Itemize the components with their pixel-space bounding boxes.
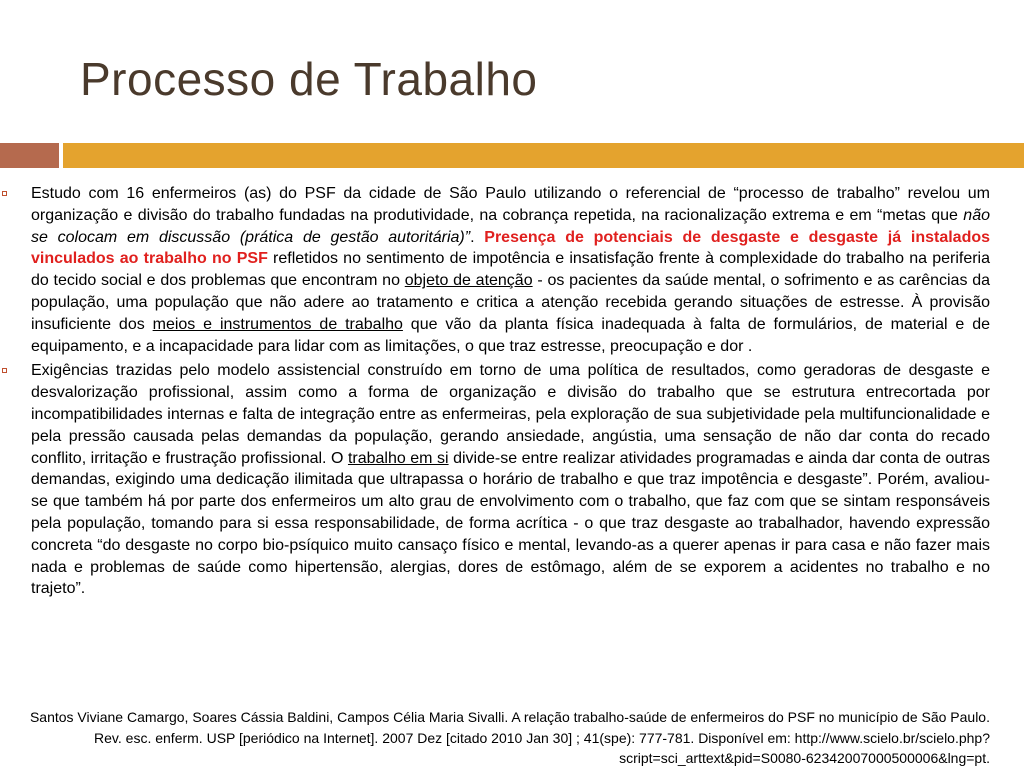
bullet-text: . <box>470 228 485 246</box>
underlined-text-trabalho: trabalho em si <box>347 449 449 467</box>
bullet-text: refletidos no sentimento de impotência e insatisfação frente à complexidade do trabalho na periferia do tecido social e dos problemas que encontram no <box>31 250 990 290</box>
accent-bar-right <box>63 143 1024 168</box>
bullet-text: que vão da planta física inadequada à falta de formulários, de material e de equipamento, e a incapacidade para lidar com as limitações, o que traz estresse, preocupação e dor . <box>31 315 991 355</box>
underlined-text-meios: meios e instrumentos de trabalho <box>152 315 403 333</box>
square-bullet-icon <box>2 191 7 196</box>
bullet-text: Estudo com 16 enfermeiros (as) do PSF da cidade de São Paulo utilizando o referencial de “processo de trabalho” revelou um organização e divisão do trabalho fundadas na produtividade, na cobrança repetida, na racionalização extrema e em “metas que <box>31 185 990 224</box>
slide-title: Processo de Trabalho <box>80 53 538 105</box>
square-bullet-icon <box>2 368 7 373</box>
highlighted-text: Presença de potenciais de desgaste e desgaste já instalados vinculados ao trabalho no PSF <box>31 228 991 268</box>
reference-citation: Santos Viviane Camargo, Soares Cássia Baldini, Campos Célia Maria Sivalli. A relação trabalho-saúde de enfermeiros do PSF no município de São Paulo. Rev. esc. enferm. USP [periódico na Internet]. 2007 Dez [citado 2010 Jan 30] ; 41(spe): 777-781. Disponível em: http://www.scielo.br/scielo.php?script=sci_arttext&pid=S0080-62342007000500006&lng=pt. <box>29 709 990 766</box>
bullet-text: divide-se entre realizar atividades programadas e ainda dar conta de outras demandas, exigindo uma dedicação ilimitada que ultrapassa o horário de trabalho e que traz impotência e desgaste”. Porém, avaliou-se que também há por parte dos enfermeiros um alto grau de envolvimento com o trabalho, que faz com que se sintam responsáveis pela população, tomando para si essa responsabilidade, de forma acrítica - o que traz desgaste ao trabalhador, havendo expressão concreta “do desgaste no corpo bio-psíquico muito cansaço físico e mental, levando-as a querer apenas ir para casa e não fazer mais nada e problemas de saúde como hipertensão, alergias, dores de estômago, além de se exporem a acidentes no trabalho e no trajeto”. <box>31 449 991 598</box>
bullet-item <box>0 360 1024 600</box>
bullet-text: Exigências trazidas pelo modelo assistencial construído em torno de uma política de resultados, como geradoras de desgaste e desvalorização profissional, assim como a forma de organização e divisão do trabalho que se estrutura entrecortada por incompatibilidades internas e falta de integração entre as enfermeiras, pela exploração de sua subjetividade pela multifuncionalidade e pela pressão causada pelas demandas da população, gerando ansiedade, angústia, uma sensação de não dar conta do recado conflito, irritação e frustração profissional. O <box>31 362 990 467</box>
bullet-text: - os pacientes da saúde mental, o sofrimento e as carências da população, uma população que não adere ao tratamento e critica a atenção recebida gerando situações de estresse. À provisão insuficiente dos <box>31 272 991 333</box>
bullet-italic-text: não se colocam em discussão (prática de gestão autoritária)” <box>31 206 990 246</box>
accent-bar-left <box>0 143 59 168</box>
slide-content <box>0 183 1024 603</box>
underlined-text-objeto: objeto de atenção <box>404 272 533 290</box>
bullet-item <box>0 183 1024 357</box>
